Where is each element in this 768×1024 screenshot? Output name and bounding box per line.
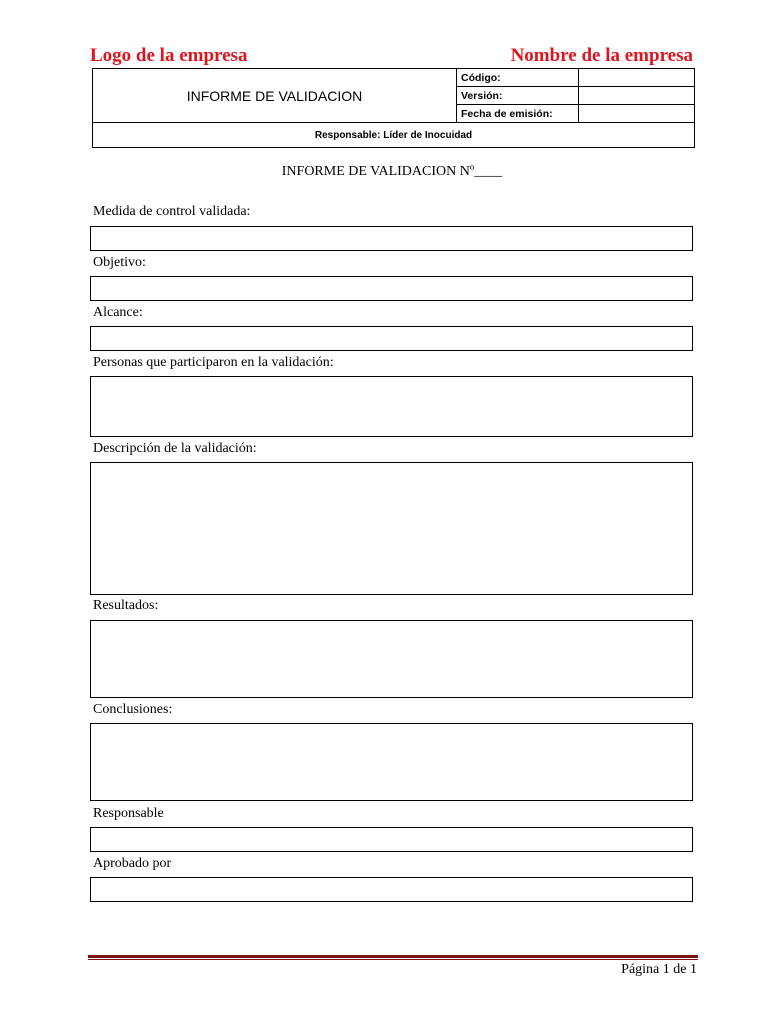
issue-date-value[interactable]: [579, 105, 695, 123]
scope-label: Alcance:: [93, 305, 143, 320]
objective-field[interactable]: [90, 276, 693, 301]
approved-by-label: Aprobado por: [93, 856, 172, 871]
results-label: Resultados:: [93, 598, 159, 613]
footer-rule-thin: [88, 959, 698, 960]
control-measure-field[interactable]: [90, 226, 693, 251]
code-value[interactable]: [579, 69, 695, 87]
code-label: Código:: [457, 69, 579, 87]
company-logo-text: Logo de la empresa: [90, 45, 248, 66]
report-number-title: INFORME DE VALIDACION Nº____: [281, 164, 503, 179]
responsible-field[interactable]: [90, 827, 693, 852]
objective-label: Objetivo:: [93, 255, 146, 270]
responsible-line: Responsable: Líder de Inocuidad: [93, 123, 695, 148]
footer-rule-thick: [88, 955, 698, 958]
participants-field[interactable]: [90, 376, 693, 437]
conclusions-field[interactable]: [90, 723, 693, 801]
page-number: Página 1 de 1: [621, 962, 697, 977]
control-measure-label: Medida de control validada:: [93, 204, 251, 219]
document-title: INFORME DE VALIDACION: [93, 69, 457, 123]
description-field[interactable]: [90, 462, 693, 595]
scope-field[interactable]: [90, 326, 693, 351]
company-name: Nombre de la empresa: [510, 45, 693, 66]
conclusions-label: Conclusiones:: [93, 702, 173, 717]
approved-by-field[interactable]: [90, 877, 693, 902]
responsible-label: Responsable: [93, 806, 164, 821]
participants-label: Personas que participaron en la validación:: [93, 355, 334, 370]
version-value[interactable]: [579, 87, 695, 105]
issue-date-label: Fecha de emisión:: [457, 105, 579, 123]
version-label: Versión:: [457, 87, 579, 105]
description-label: Descripción de la validación:: [93, 441, 257, 456]
results-field[interactable]: [90, 620, 693, 698]
document-header-table: [92, 68, 695, 148]
